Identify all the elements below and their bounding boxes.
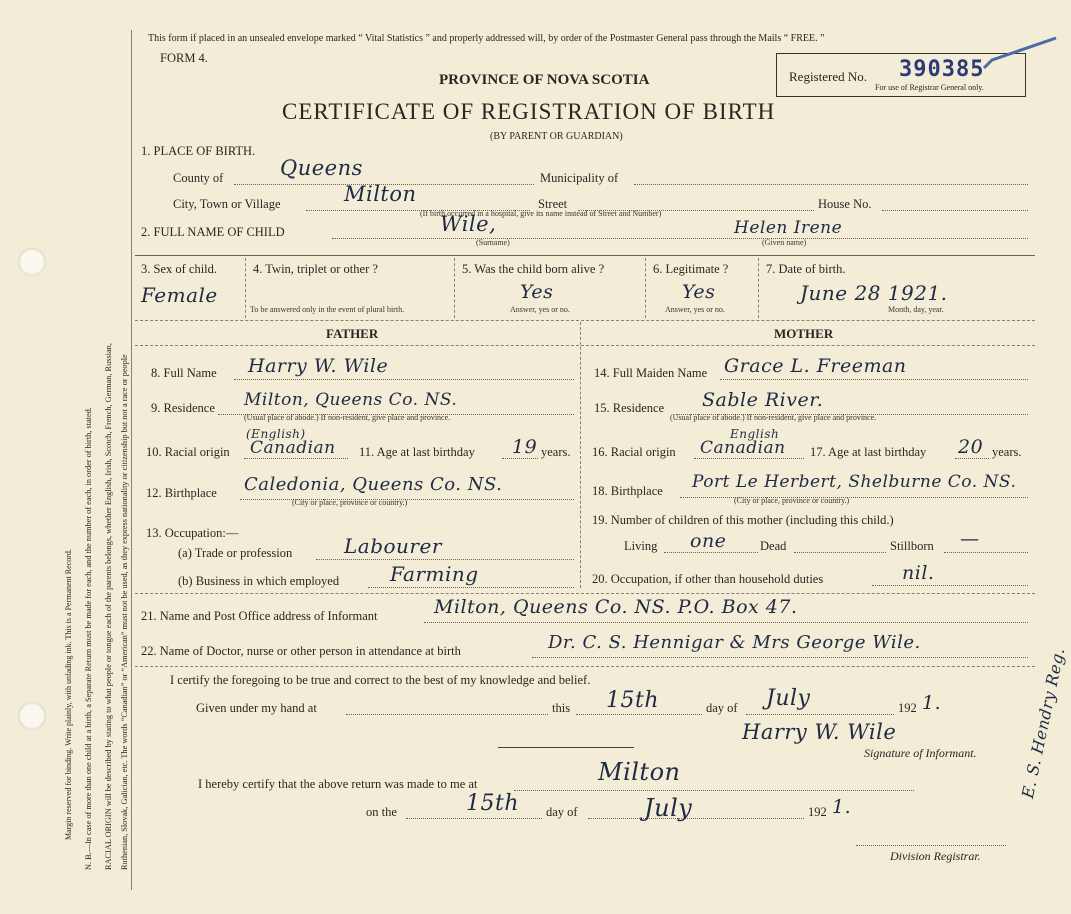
mother-residence-value: Sable River. bbox=[702, 389, 824, 411]
registrar-year-suffix: 1. bbox=[832, 796, 852, 818]
row3-bottom-rule bbox=[135, 320, 1035, 321]
legitimate-label: 6. Legitimate ? bbox=[653, 262, 729, 276]
mother-occupation-line bbox=[872, 585, 1028, 586]
mother-birthplace-note: (City or place, province or country.) bbox=[734, 496, 850, 505]
legitimate-value: Yes bbox=[682, 281, 716, 303]
business-value: Farming bbox=[390, 562, 479, 586]
registrar-month-line bbox=[588, 818, 804, 819]
mother-name-label: 14. Full Maiden Name bbox=[594, 366, 708, 380]
certify-month-line bbox=[746, 714, 894, 715]
county-value: Queens bbox=[280, 156, 363, 180]
informant-line bbox=[424, 622, 1028, 623]
row3-divider-1 bbox=[245, 258, 246, 318]
registrar-place-line bbox=[514, 790, 914, 791]
registrar-signature-line bbox=[856, 845, 1006, 846]
father-occupation-label: 13. Occupation:— bbox=[146, 526, 239, 540]
registrar-side-signature: E. S. Hendry Reg. bbox=[1018, 645, 1069, 800]
certify-day-value: 15th bbox=[606, 688, 660, 713]
certify-year-prefix: 192 bbox=[898, 701, 917, 715]
father-racial-label: 10. Racial origin bbox=[146, 445, 230, 459]
margin-note-3: RACIAL ORIGIN will be described by stating to what people or tongue each of the parents belongs, whether English, Irish, Scotch, French, German, Russian, bbox=[104, 343, 113, 870]
certify-day-of-label: day of bbox=[706, 701, 738, 715]
father-residence-label: 9. Residence bbox=[151, 401, 215, 415]
mother-age-line bbox=[955, 458, 989, 459]
father-age-unit: years. bbox=[541, 445, 571, 459]
street-label: Street bbox=[538, 197, 568, 211]
mother-residence-label: 15. Residence bbox=[594, 401, 665, 415]
binding-hole-top bbox=[18, 248, 46, 276]
trade-label: (a) Trade or profession bbox=[178, 546, 293, 560]
father-birthplace-value: Caledonia, Queens Co. NS. bbox=[244, 474, 503, 495]
registrar-day-value: 15th bbox=[466, 791, 520, 816]
signature-separator bbox=[498, 747, 634, 748]
business-label: (b) Business in which employed bbox=[178, 574, 340, 588]
form-number: FORM 4. bbox=[160, 51, 208, 65]
informant-signature: Harry W. Wile bbox=[742, 720, 897, 744]
registrar-year-prefix: 192 bbox=[808, 805, 827, 819]
born-alive-note: Answer, yes or no. bbox=[510, 305, 570, 314]
parents-heading-rule bbox=[135, 345, 1035, 346]
father-racial-value: Canadian bbox=[250, 438, 336, 458]
father-name-value: Harry W. Wile bbox=[248, 355, 389, 377]
certify-top-rule bbox=[135, 666, 1035, 667]
margin-note-2: N. B.—In case of more than one child at a birth, a Separate Return must be made for each, and the number of each, in order of birth, stated. bbox=[84, 407, 93, 870]
living-line bbox=[664, 552, 758, 553]
mother-birthplace-label: 18. Birthplace bbox=[592, 484, 663, 498]
registrar-day-of-label: day of bbox=[546, 805, 578, 819]
doctor-line bbox=[532, 657, 1028, 658]
mother-age-value: 20 bbox=[958, 436, 984, 458]
mother-name-line bbox=[720, 379, 1028, 380]
margin-note-1: Margin reserved for binding. Write plainly, with unfading ink. This is a Permanent Record. bbox=[64, 549, 73, 840]
parents-bottom-rule bbox=[135, 593, 1035, 594]
birth-date-value: June 28 1921. bbox=[800, 281, 948, 305]
informant-label: 21. Name and Post Office address of Informant bbox=[141, 609, 378, 623]
division-registrar-label: Division Registrar. bbox=[890, 849, 981, 863]
registered-note: For use of Registrar General only. bbox=[875, 83, 984, 92]
born-alive-label: 5. Was the child born alive ? bbox=[462, 262, 605, 276]
father-residence-value: Milton, Queens Co. NS. bbox=[244, 390, 458, 410]
given-hand-label: Given under my hand at bbox=[196, 701, 317, 715]
mother-birthplace-value: Port Le Herbert, Shelburne Co. NS. bbox=[692, 472, 1017, 492]
postage-notice: This form if placed in an unsealed envelope marked “ Vital Statistics ” and properly addressed will, by order of the Postmaster General pass through the Mails “ FREE. ” bbox=[148, 33, 825, 44]
birth-date-label: 7. Date of birth. bbox=[766, 262, 846, 276]
father-racial-extra: (English) bbox=[246, 427, 306, 441]
legitimate-note: Answer, yes or no. bbox=[665, 305, 725, 314]
city-value: Milton bbox=[344, 182, 417, 206]
doctor-label: 22. Name of Doctor, nurse or other person in attendance at birth bbox=[141, 644, 461, 658]
registrar-text: I hereby certify that the above return was made to me at bbox=[198, 777, 478, 791]
doctor-value: Dr. C. S. Hennigar & Mrs George Wile. bbox=[548, 632, 921, 653]
sex-label: 3. Sex of child. bbox=[141, 262, 218, 276]
father-age-line bbox=[502, 458, 538, 459]
mother-racial-extra: English bbox=[730, 427, 780, 441]
stillborn-line bbox=[944, 552, 1028, 553]
father-age-label: 11. Age at last birthday bbox=[359, 445, 475, 459]
hospital-note: (If birth occurred in a hospital, give its name instead of Street and Number) bbox=[420, 209, 662, 218]
informant-signature-label: Signature of Informant. bbox=[864, 746, 977, 760]
city-label: City, Town or Village bbox=[173, 197, 281, 211]
father-age-value: 19 bbox=[512, 436, 538, 458]
stillborn-value: — bbox=[960, 528, 980, 550]
informant-value: Milton, Queens Co. NS. P.O. Box 47. bbox=[434, 596, 798, 618]
mother-racial-label: 16. Racial origin bbox=[592, 445, 676, 459]
trade-value: Labourer bbox=[344, 534, 442, 558]
mother-racial-value: Canadian bbox=[700, 438, 786, 458]
binding-hole-bottom bbox=[18, 702, 46, 730]
living-label: Living bbox=[624, 539, 658, 553]
province-heading: PROVINCE OF NOVA SCOTIA bbox=[439, 72, 650, 88]
given-name-note: (Given name) bbox=[762, 238, 807, 247]
business-line bbox=[368, 587, 574, 588]
child-name-label: 2. FULL NAME OF CHILD bbox=[141, 225, 285, 239]
certify-day-line bbox=[576, 714, 702, 715]
father-name-line bbox=[234, 379, 574, 380]
mother-birthplace-line bbox=[680, 497, 1028, 498]
certify-this-label: this bbox=[552, 701, 571, 715]
certify-text: I certify the foregoing to be true and correct to the best of my knowledge and belief. bbox=[170, 673, 591, 687]
mother-residence-note: (Usual place of abode.) If non-resident, give place and province. bbox=[670, 413, 877, 422]
registrar-on-label: on the bbox=[366, 805, 397, 819]
trade-line bbox=[316, 559, 574, 560]
registrar-day-line bbox=[406, 818, 542, 819]
child-given-name: Helen Irene bbox=[734, 218, 843, 238]
tick-mark-icon bbox=[980, 34, 1060, 74]
mother-name-value: Grace L. Freeman bbox=[724, 355, 907, 377]
sex-value: Female bbox=[141, 283, 218, 307]
dead-line bbox=[794, 552, 886, 553]
mother-age-unit: years. bbox=[992, 445, 1022, 459]
house-line bbox=[882, 210, 1028, 211]
registered-label: Registered No. bbox=[789, 69, 867, 84]
father-birthplace-label: 12. Birthplace bbox=[146, 486, 217, 500]
registered-number: 390385 bbox=[899, 57, 985, 82]
surname-note: (Surname) bbox=[476, 238, 510, 247]
birth-date-note: Month, day, year. bbox=[888, 305, 944, 314]
margin-rule bbox=[131, 30, 132, 890]
municipality-label: Municipality of bbox=[540, 171, 619, 185]
father-residence-note: (Usual place of abode.) If non-resident, give place and province. bbox=[244, 413, 451, 422]
mother-occupation-label: 20. Occupation, if other than household duties bbox=[592, 572, 824, 586]
house-label: House No. bbox=[818, 197, 872, 211]
place-heading: 1. PLACE OF BIRTH. bbox=[141, 144, 256, 158]
registrar-month-value: July bbox=[644, 794, 693, 822]
certificate-title: CERTIFICATE OF REGISTRATION OF BIRTH bbox=[282, 99, 776, 124]
father-name-label: 8. Full Name bbox=[151, 366, 217, 380]
margin-note-4: Ruthenian, Slovak, Galician, etc. The words “Canadian” or “American” must not be used, as they express nationality or citizenship but not a race or people bbox=[120, 354, 129, 870]
row3-divider-4 bbox=[758, 258, 759, 318]
father-birthplace-note: (City or place, province or country.) bbox=[292, 498, 408, 507]
dead-label: Dead bbox=[760, 539, 787, 553]
parents-center-divider bbox=[580, 322, 581, 588]
registrar-place-value: Milton bbox=[598, 758, 681, 786]
father-heading: FATHER bbox=[326, 326, 379, 341]
row3-divider-2 bbox=[454, 258, 455, 318]
children-count-label: 19. Number of children of this mother (including this child.) bbox=[592, 513, 894, 527]
child-surname: Wile, bbox=[440, 212, 497, 236]
born-alive-value: Yes bbox=[520, 281, 554, 303]
mother-occupation-value: nil. bbox=[902, 562, 935, 584]
given-hand-line bbox=[346, 714, 548, 715]
twin-label: 4. Twin, triplet or other ? bbox=[253, 262, 378, 276]
living-value: one bbox=[690, 530, 727, 552]
row3-top-rule bbox=[135, 255, 1035, 256]
county-label: County of bbox=[173, 171, 224, 185]
mother-heading: MOTHER bbox=[774, 326, 834, 341]
father-racial-line bbox=[244, 458, 348, 459]
certify-month-value: July bbox=[766, 686, 811, 711]
child-name-line bbox=[332, 238, 1028, 239]
mother-age-label: 17. Age at last birthday bbox=[810, 445, 927, 459]
certificate-subtitle: (BY PARENT OR GUARDIAN) bbox=[490, 131, 623, 142]
municipality-line bbox=[634, 184, 1028, 185]
certify-year-suffix: 1. bbox=[922, 692, 942, 714]
mother-racial-line bbox=[694, 458, 804, 459]
row3-divider-3 bbox=[645, 258, 646, 318]
stillborn-label: Stillborn bbox=[890, 539, 934, 553]
twin-note: To be answered only in the event of plural birth. bbox=[250, 305, 405, 314]
